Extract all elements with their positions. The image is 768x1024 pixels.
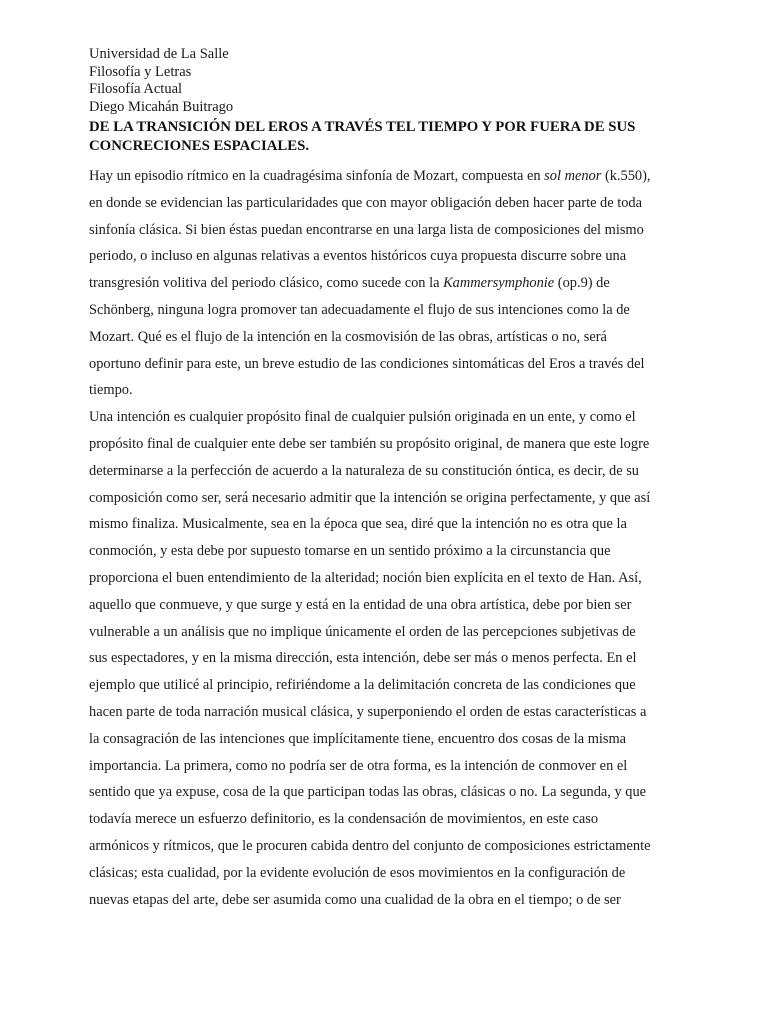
- paragraph-line: determinarse a la perfección de acuerdo a la naturaleza de su constitución óntica, es decir, de su: [89, 462, 640, 479]
- faculty-name: Filosofía y Letras: [89, 63, 192, 80]
- author-name: Diego Micahán Buitrago: [89, 98, 234, 115]
- title-line-1: DE LA TRANSICIÓN DEL EROS A TRAVÉS TEL TIEMPO Y POR FUERA DE SUS: [89, 119, 636, 135]
- paragraph-line: [89, 163, 687, 190]
- paragraph-line: importancia. La primera, como no podría ser de otra forma, es la intención de conmover en el: [89, 757, 628, 774]
- paragraph-line: [89, 270, 687, 297]
- text-run: (k.550),: [601, 168, 651, 184]
- paragraph-line: en donde se evidencian las particularidades que con mayor obligación deben hacer parte de toda: [89, 194, 643, 211]
- paragraph-line: periodo, o incluso en algunas relativas a eventos históricos cuya propuesta discurre sobre una: [89, 248, 627, 265]
- paragraph-line: Una intención es cualquier propósito final de cualquier pulsión originada en un ente, y como el: [89, 409, 636, 426]
- paragraph-line: Mozart. Qué es el flujo de la intención en la cosmovisión de las obras, artísticas o no, será: [89, 328, 607, 345]
- paragraph-line: aquello que conmueve, y que surge y está en la entidad de una obra artística, debe por bien ser: [89, 596, 632, 613]
- paragraph-line: hacen parte de toda narración musical clásica, y superponiendo el orden de estas características a: [89, 703, 647, 720]
- course-name: Filosofía Actual: [89, 81, 183, 97]
- text-run: (op.9) de: [554, 275, 610, 292]
- title-line-2: CONCRECIONES ESPACIALES.: [89, 138, 310, 154]
- paragraph-line: mismo finaliza. Musicalmente, sea en la época que sea, diré que la intención no es otra que la: [89, 516, 627, 533]
- paragraph-line: proporciona el buen entendimiento de la alteridad; noción bien explícita en el texto de Han. Así,: [89, 569, 642, 586]
- document-header: [89, 46, 233, 116]
- document-body: [89, 163, 687, 913]
- university-name: Universidad de La Salle: [89, 46, 229, 62]
- paragraph-line: conmoción, y esta debe por supuesto tomarse en un sentido próximo a la circunstancia que: [89, 543, 611, 560]
- paragraph-line: tiempo.: [89, 382, 133, 399]
- paragraph-line: Schönberg, ninguna logra promover tan adecuadamente el flujo de sus intenciones como la de: [89, 301, 630, 318]
- paragraph-line: todavía merece un esfuerzo definitorio, es la condensación de movimientos, en este caso: [89, 811, 599, 828]
- paragraph-line: propósito final de cualquier ente debe ser también su propósito original, de manera que este logre: [89, 435, 650, 452]
- paragraph-1: [89, 163, 687, 404]
- paragraph-line: composición como ser, será necesario admitir que la intención se origina perfectamente, y que así: [89, 489, 651, 506]
- paragraph-line: la consagración de las intenciones que implícitamente tiene, encuentro dos cosas de la misma: [89, 730, 627, 747]
- paragraph-line: oportuno definir para este, un breve estudio de las condiciones sintomáticas del Eros a través del: [89, 355, 645, 372]
- italic-text: Kammersymphonie: [443, 275, 555, 292]
- text-run: Hay un episodio rítmico en la cuadragésima sinfonía de Mozart, compuesta en: [89, 168, 545, 184]
- text-run: transgresión volitiva del periodo clásico, como sucede con la: [89, 275, 444, 292]
- document-title: [89, 118, 689, 156]
- paragraph-line: nuevas etapas del arte, debe ser asumida como una cualidad de la obra en el tiempo; o de ser: [89, 891, 621, 908]
- paragraph-line: clásicas; esta cualidad, por la evidente evolución de esos movimientos en la configuración de: [89, 864, 626, 881]
- paragraph-2: [89, 404, 687, 913]
- paragraph-line: sinfonía clásica. Si bien éstas puedan encontrarse en una larga lista de composiciones del mismo: [89, 221, 644, 238]
- paragraph-line: armónicos y rítmicos, que le procuren cabida dentro del conjunto de composiciones estrictamente: [89, 837, 651, 854]
- paragraph-line: sus espectadores, y en la misma dirección, esta intención, debe ser más o menos perfecta. En el: [89, 650, 637, 667]
- paragraph-line: sentido que ya expuse, cosa de la que participan todas las obras, clásicas o no. La segunda, y que: [89, 784, 647, 801]
- paragraph-line: vulnerable a un análisis que no implique únicamente el orden de las percepciones subjetivas de: [89, 623, 636, 640]
- paragraph-line: ejemplo que utilicé al principio, refiriéndome a la delimitación concreta de las condiciones que: [89, 677, 636, 694]
- italic-text: sol menor: [544, 168, 602, 184]
